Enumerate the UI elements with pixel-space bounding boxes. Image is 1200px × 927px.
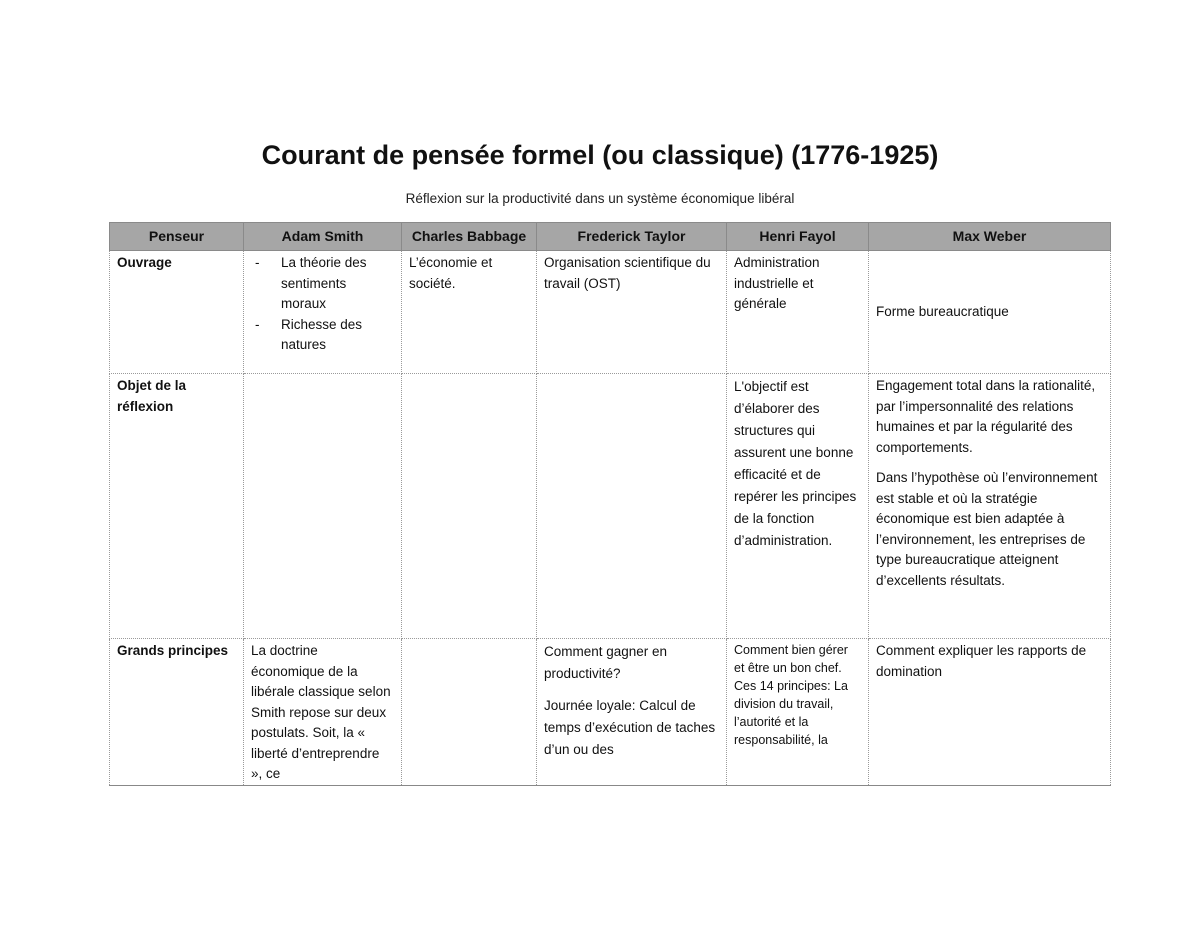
cell-ouvrage-babbage: L’économie et société. bbox=[402, 251, 537, 374]
weber-objet-paragraph-2: Dans l’hypothèse où l’environnement est stable et où la stratégie économique est bien adaptée à l’environnement, les entreprises de type bureaucratique atteignent d’excellents résultats. bbox=[876, 470, 1098, 588]
cell-principes-fayol bbox=[727, 639, 869, 786]
list-item: - La théorie des sentiments moraux bbox=[281, 253, 394, 315]
cell-objet-taylor bbox=[537, 374, 727, 639]
table-row-ouvrage bbox=[110, 251, 1111, 374]
header-henri-fayol: Henri Fayol bbox=[727, 223, 869, 251]
cell-principes-babbage bbox=[402, 639, 537, 786]
weber-objet-paragraph-1: Engagement total dans la rationalité, par l’impersonnalité des relations humaines et par la régularité des comportements. bbox=[876, 378, 1096, 455]
cell-principes-taylor bbox=[537, 639, 727, 786]
taylor-principes-paragraph-1: Comment gagner en productivité? bbox=[544, 644, 668, 681]
cell-objet-fayol: L'objectif est d’élaborer des structures qui assurent une bonne efficacité et de repérer les principes de la fonction d’administration. bbox=[727, 374, 869, 639]
cell-ouvrage-weber: Forme bureaucratique bbox=[869, 251, 1111, 374]
cell-objet-weber bbox=[869, 374, 1111, 639]
header-frederick-taylor: Frederick Taylor bbox=[537, 223, 727, 251]
page-subtitle: Réflexion sur la productivité dans un système économique libéral bbox=[405, 191, 795, 206]
list-item: - Richesse des natures bbox=[281, 315, 394, 356]
table-row-objet bbox=[110, 374, 1111, 639]
fayol-principes-paragraph-1: Comment bien gérer et être un bon chef. bbox=[734, 643, 848, 675]
table-row-principes bbox=[110, 639, 1111, 786]
cell-ouvrage-fayol: Administration industrielle et générale bbox=[727, 251, 869, 374]
cell-principes-weber: Comment expliquer les rapports de domination bbox=[869, 639, 1111, 786]
fayol-principes-paragraph-2: Ces 14 principes: La division du travail, l’autorité et la responsabilité, la bbox=[734, 679, 848, 747]
thinkers-table bbox=[109, 222, 1111, 786]
row-label-objet: Objet de la réflexion bbox=[110, 374, 244, 639]
table-header-row bbox=[110, 223, 1111, 251]
cell-principes-smith: La doctrine économique de la libérale classique selon Smith repose sur deux postulats. Soit, la « liberté d’entreprendre », ce bbox=[244, 639, 402, 786]
cell-ouvrage-smith bbox=[244, 251, 402, 374]
smith-works-list bbox=[251, 253, 394, 356]
header-charles-babbage: Charles Babbage bbox=[402, 223, 537, 251]
row-label-principes: Grands principes bbox=[110, 639, 244, 786]
row-label-ouvrage: Ouvrage bbox=[110, 251, 244, 374]
header-penseur: Penseur bbox=[110, 223, 244, 251]
cell-objet-smith bbox=[244, 374, 402, 639]
header-adam-smith: Adam Smith bbox=[244, 223, 402, 251]
header-max-weber: Max Weber bbox=[869, 223, 1111, 251]
page-title: Courant de pensée formel (ou classique) (1776-1925) bbox=[261, 140, 939, 170]
taylor-principes-paragraph-2: Journée loyale: Calcul de temps d’exécution de taches d’un ou des bbox=[544, 698, 716, 757]
cell-ouvrage-taylor: Organisation scientifique du travail (OST) bbox=[537, 251, 727, 374]
cell-objet-babbage bbox=[402, 374, 537, 639]
